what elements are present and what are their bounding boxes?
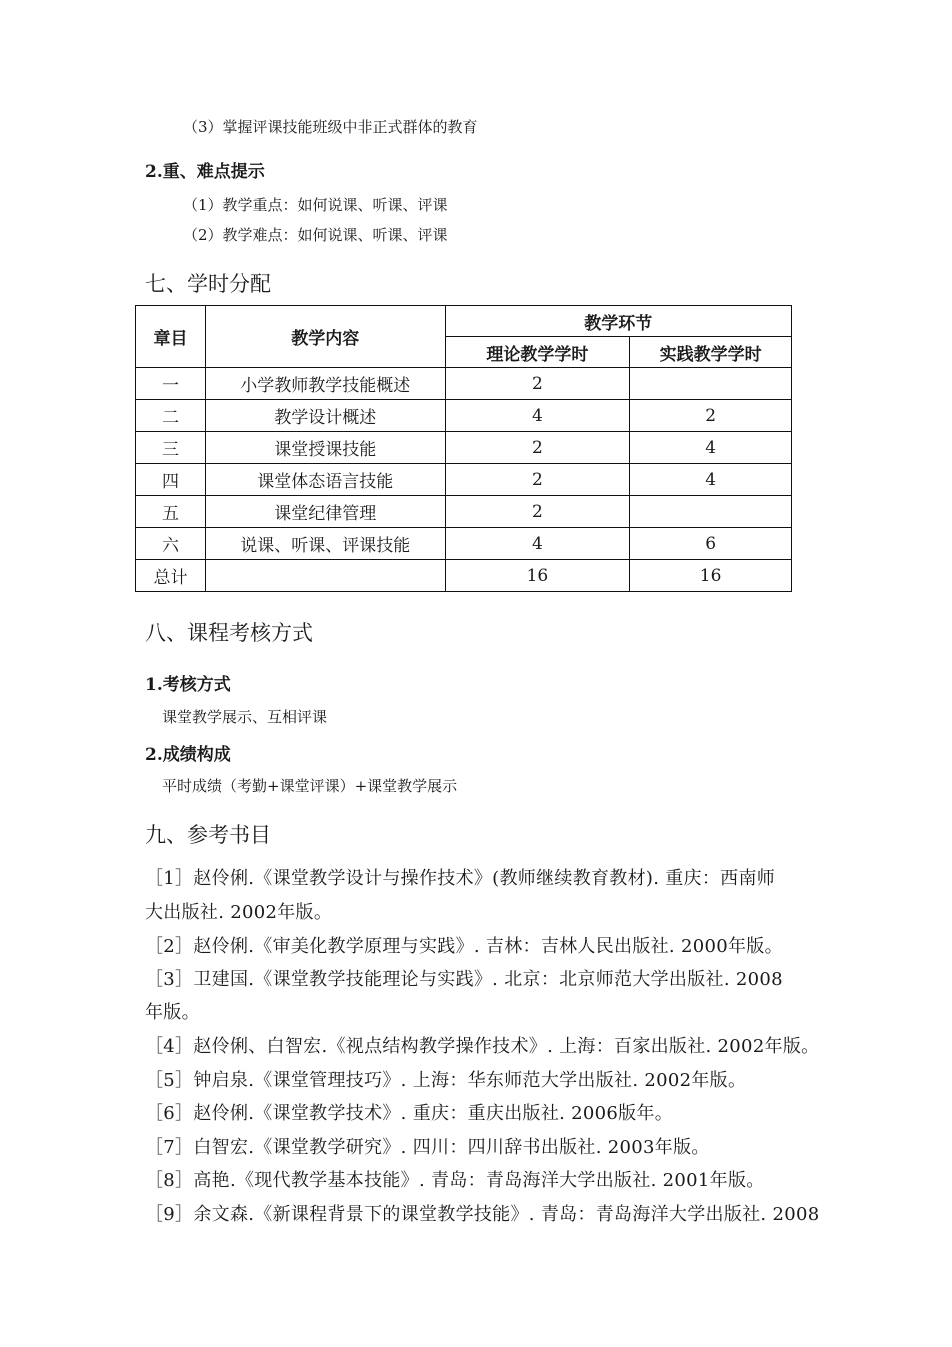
cell-content: 教学设计概述 xyxy=(205,400,445,432)
objective-item-3: （3）掌握评课技能班级中非正式群体的教育 xyxy=(183,118,478,136)
cell-content: 课堂授课技能 xyxy=(205,432,445,464)
table-row xyxy=(136,464,792,496)
reference-line: ［5］钟启泉.《课堂管理技巧》. 上海：华东师范大学出版社. 2002年版。 xyxy=(145,1070,747,1091)
cell-practice xyxy=(630,368,792,400)
cell-content: 课堂纪律管理 xyxy=(205,496,445,528)
table-row xyxy=(136,528,792,560)
keypoints-heading: 2.重、难点提示 xyxy=(145,162,265,182)
section-heading-hours: 七、学时分配 xyxy=(145,272,271,296)
table-row xyxy=(136,368,792,400)
assessment-method-text: 课堂教学展示、互相评课 xyxy=(162,708,328,726)
keypoint-item: （1）教学重点：如何说课、听课、评课 xyxy=(183,196,448,214)
cell-practice: 2 xyxy=(630,400,792,432)
hours-table xyxy=(135,305,792,592)
header-theory-hours: 理论教学学时 xyxy=(445,337,630,368)
table-row xyxy=(136,496,792,528)
cell-theory: 2 xyxy=(445,432,630,464)
cell-chapter: 二 xyxy=(136,400,206,432)
cell-content xyxy=(205,560,445,592)
assessment-method-heading: 1.考核方式 xyxy=(145,675,231,695)
cell-practice: 6 xyxy=(630,528,792,560)
header-teaching-stage: 教学环节 xyxy=(445,306,791,337)
reference-line: ［7］白智宏.《课堂教学研究》. 四川：四川辞书出版社. 2003年版。 xyxy=(145,1137,710,1158)
reference-line: 年版。 xyxy=(145,1002,200,1023)
grade-composition-text: 平时成绩（考勤+课堂评课）+课堂教学展示 xyxy=(162,777,458,795)
grade-composition-heading: 2.成绩构成 xyxy=(145,745,231,765)
reference-line: ［4］赵伶俐、白智宏.《视点结构教学操作技术》. 上海：百家出版社. 2002年版。 xyxy=(145,1036,820,1057)
cell-chapter: 三 xyxy=(136,432,206,464)
cell-chapter: 总计 xyxy=(136,560,206,592)
cell-practice: 4 xyxy=(630,464,792,496)
cell-chapter: 一 xyxy=(136,368,206,400)
reference-line: ［2］赵伶俐.《审美化教学原理与实践》. 吉林：吉林人民出版社. 2000年版。 xyxy=(145,936,783,957)
cell-theory: 2 xyxy=(445,464,630,496)
reference-line: ［9］余文森.《新课程背景下的课堂教学技能》. 青岛：青岛海洋大学出版社. 2008 xyxy=(145,1204,820,1225)
cell-content: 说课、听课、评课技能 xyxy=(205,528,445,560)
cell-content: 小学教师教学技能概述 xyxy=(205,368,445,400)
cell-theory: 4 xyxy=(445,400,630,432)
cell-content: 课堂体态语言技能 xyxy=(205,464,445,496)
header-chapter: 章目 xyxy=(136,306,206,368)
cell-practice: 4 xyxy=(630,432,792,464)
reference-line: ［1］赵伶俐.《课堂教学设计与操作技术》(教师继续教育教材). 重庆：西南师 xyxy=(145,868,776,889)
cell-theory: 2 xyxy=(445,496,630,528)
table-row xyxy=(136,432,792,464)
cell-chapter: 四 xyxy=(136,464,206,496)
reference-line: 大出版社. 2002年版。 xyxy=(145,902,333,923)
cell-chapter: 六 xyxy=(136,528,206,560)
cell-theory: 16 xyxy=(445,560,630,592)
reference-line: ［8］高艳.《现代教学基本技能》. 青岛：青岛海洋大学出版社. 2001年版。 xyxy=(145,1170,765,1191)
cell-practice xyxy=(630,496,792,528)
section-heading-assessment: 八、课程考核方式 xyxy=(145,621,313,645)
cell-chapter: 五 xyxy=(136,496,206,528)
cell-theory: 4 xyxy=(445,528,630,560)
cell-theory: 2 xyxy=(445,368,630,400)
cell-practice: 16 xyxy=(630,560,792,592)
section-heading-references: 九、参考书目 xyxy=(145,823,271,847)
header-practice-hours: 实践教学学时 xyxy=(630,337,792,368)
table-row-total xyxy=(136,560,792,592)
reference-line: ［3］卫建国.《课堂教学技能理论与实践》. 北京：北京师范大学出版社. 2008 xyxy=(145,969,783,990)
header-content: 教学内容 xyxy=(205,306,445,368)
table-row xyxy=(136,400,792,432)
difficulty-item: （2）教学难点：如何说课、听课、评课 xyxy=(183,226,448,244)
reference-line: ［6］赵伶俐.《课堂教学技术》. 重庆：重庆出版社. 2006版年。 xyxy=(145,1103,674,1124)
